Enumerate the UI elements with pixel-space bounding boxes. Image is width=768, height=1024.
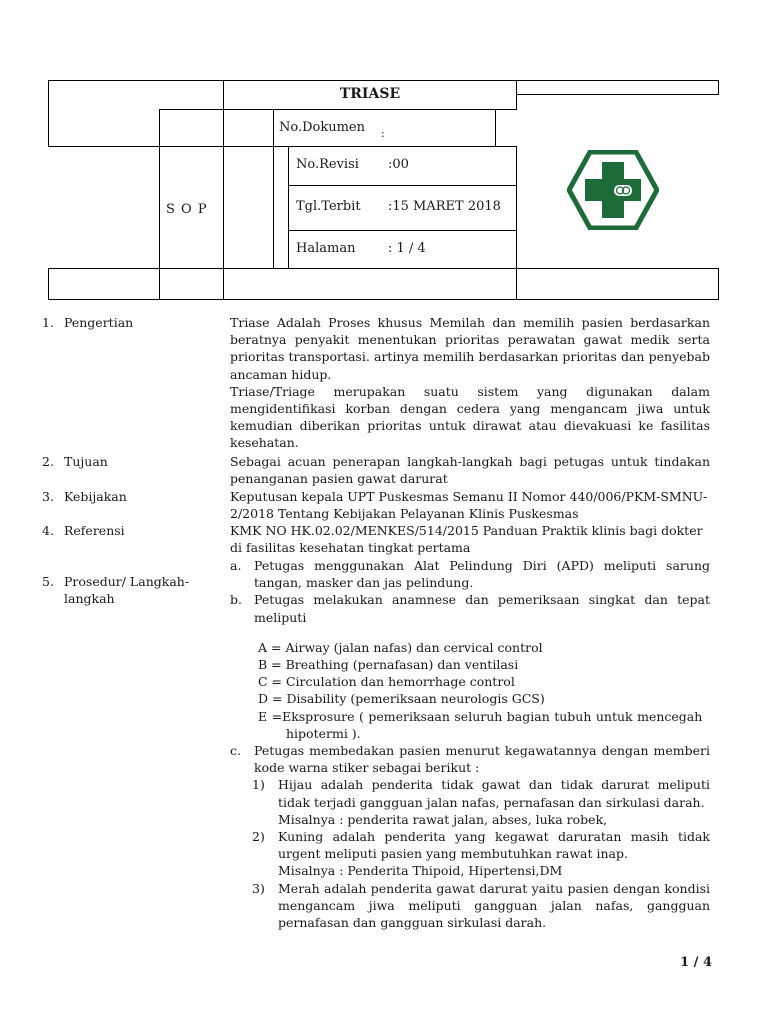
header-cell-left-spacer xyxy=(159,109,224,147)
no-dokumen-value: : xyxy=(381,127,385,140)
sop-label: S O P xyxy=(166,202,208,217)
section-body: Keputusan kepala UPT Puskesmas Semanu II Nomor 440/006/PKM-SMNU-2/2018 Tentang Kebijakan Pelayanan Klinis Puskesmas xyxy=(230,489,708,522)
pengertian-paragraph-2: Triase/Triage merupakan suatu sistem yang digunakan dalam mengidentifikasi korban dengan cedera yang mengancam jiwa untuk kemudian diberikan prioritas untuk dirawat atau dievakuasi ke fasilitas kesehatan. xyxy=(230,383,710,451)
halaman-label: Halaman xyxy=(296,241,356,256)
section-number: 3. xyxy=(42,489,54,504)
list-marker: b. xyxy=(230,592,242,608)
no-revisi-value: :00 xyxy=(388,157,409,172)
sticker-example-kuning: Misalnya : Penderita Thipoid, Hipertensi,DM xyxy=(278,863,563,879)
no-dokumen-label: No.Dokumen xyxy=(279,120,365,135)
list-item-text: Petugas membedakan pasien menurut kegawatannya dengan memberi kode warna stiker sebagai berikut : xyxy=(254,743,710,776)
abcde-item-d: D = Disability (pemeriksaan neurologis GCS) xyxy=(258,691,545,707)
section-number: 1. xyxy=(42,315,54,330)
tgl-terbit-label: Tgl.Terbit xyxy=(296,199,361,214)
list-marker: 3) xyxy=(252,880,265,896)
section-number: 2. xyxy=(42,454,54,469)
puskesmas-logo-icon xyxy=(567,150,659,230)
header-cell-bottom-4 xyxy=(516,268,719,300)
section-label: Referensi xyxy=(64,523,125,538)
list-item-text: Kuning adalah penderita yang kegawat daruratan masih tidak urgent meliputi pasien yang membutuhkan rawat inap. xyxy=(278,829,710,862)
abcde-item-c: C = Circulation dan hemorrhage control xyxy=(258,674,515,690)
abcde-list xyxy=(230,639,710,742)
halaman-value: : 1 / 4 xyxy=(388,241,426,256)
section-body: Sebagai acuan penerapan langkah-langkah bagi petugas untuk tindakan penanganan pasien gawat darurat xyxy=(230,454,710,487)
sticker-item-kuning xyxy=(230,828,710,862)
abcde-item-e-continued: hipotermi ). xyxy=(286,725,361,741)
header-cell-bottom-2 xyxy=(159,268,224,300)
section-label: Tujuan xyxy=(64,454,108,469)
header-cell-mid-spacer xyxy=(223,146,274,269)
abcde-item-a: A = Airway (jalan nafas) dan cervical control xyxy=(258,639,543,655)
sticker-item-hijau xyxy=(230,776,710,810)
pengertian-paragraph-1: Triase Adalah Proses khusus Memilah dan memilih pasien berdasarkan beratnya penyakit menentukan prioritas perawatan gawat medik serta prioritas transportasi. artinya memilih berdasarkan prioritas dan penyebab ancaman hidup. xyxy=(230,315,710,382)
list-marker: 2) xyxy=(252,829,265,845)
no-revisi-label: No.Revisi xyxy=(296,157,359,172)
header-cell-bottom-1 xyxy=(48,268,160,300)
list-item-text: Petugas menggunakan Alat Pelindung Diri (APD) meliputi sarung tangan, masker dan jas pelindung. xyxy=(254,558,710,591)
list-item-text: Hijau adalah penderita tidak gawat dan tidak darurat meliputi tidak terjadi gangguan jalan nafas, pernafasan dan sirkulasi darah. xyxy=(278,777,710,810)
header-cell-narrow xyxy=(273,146,289,269)
sticker-example-hijau: Misalnya : penderita rawat jalan, abses, luka robek, xyxy=(278,811,608,827)
list-marker: 1) xyxy=(252,777,265,793)
sticker-item-merah xyxy=(230,880,710,932)
section-body: KMK NO HK.02.02/MENKES/514/2015 Panduan Praktik klinis bagi dokter di fasilitas kesehatan tingkat pertama xyxy=(230,523,703,556)
abcde-item-b: B = Breathing (pernafasan) dan ventilasi xyxy=(258,657,519,673)
list-item-text: Merah adalah penderita gawat darurat yaitu pasien dengan kondisi mengancam jiwa meliputi gangguan jalan nafas, gangguan pernafasan dan gangguan sirkulasi darah. xyxy=(278,880,710,931)
section-body xyxy=(230,314,710,452)
list-item-text: Petugas melakukan anamnese dan pemeriksaan singkat dan tepat meliputi xyxy=(254,592,710,625)
tgl-terbit-value: :15 MARET 2018 xyxy=(388,199,501,214)
header-cell-bottom-3 xyxy=(223,268,517,300)
section-number: 4. xyxy=(42,523,54,538)
list-marker: c. xyxy=(230,743,241,759)
header-cell-top-right xyxy=(516,80,719,95)
procedure-item-b xyxy=(230,591,710,625)
abcde-item-e: E =Eksprosure ( pemeriksaan seluruh bagian tubuh untuk mencegah xyxy=(258,708,703,724)
page-number: 1 / 4 xyxy=(680,955,712,970)
procedure-item-c xyxy=(230,742,710,776)
section-label: Prosedur/ Langkah-langkah xyxy=(64,574,190,607)
section-label: Kebijakan xyxy=(64,489,127,504)
procedure-item-a xyxy=(230,557,710,591)
document-title: TRIASE xyxy=(339,86,401,102)
section-label: Pengertian xyxy=(64,315,134,330)
list-marker: a. xyxy=(230,558,242,573)
header-cell-left-spacer-2 xyxy=(223,109,274,147)
section-body xyxy=(230,557,710,931)
section-number: 5. xyxy=(42,574,54,589)
